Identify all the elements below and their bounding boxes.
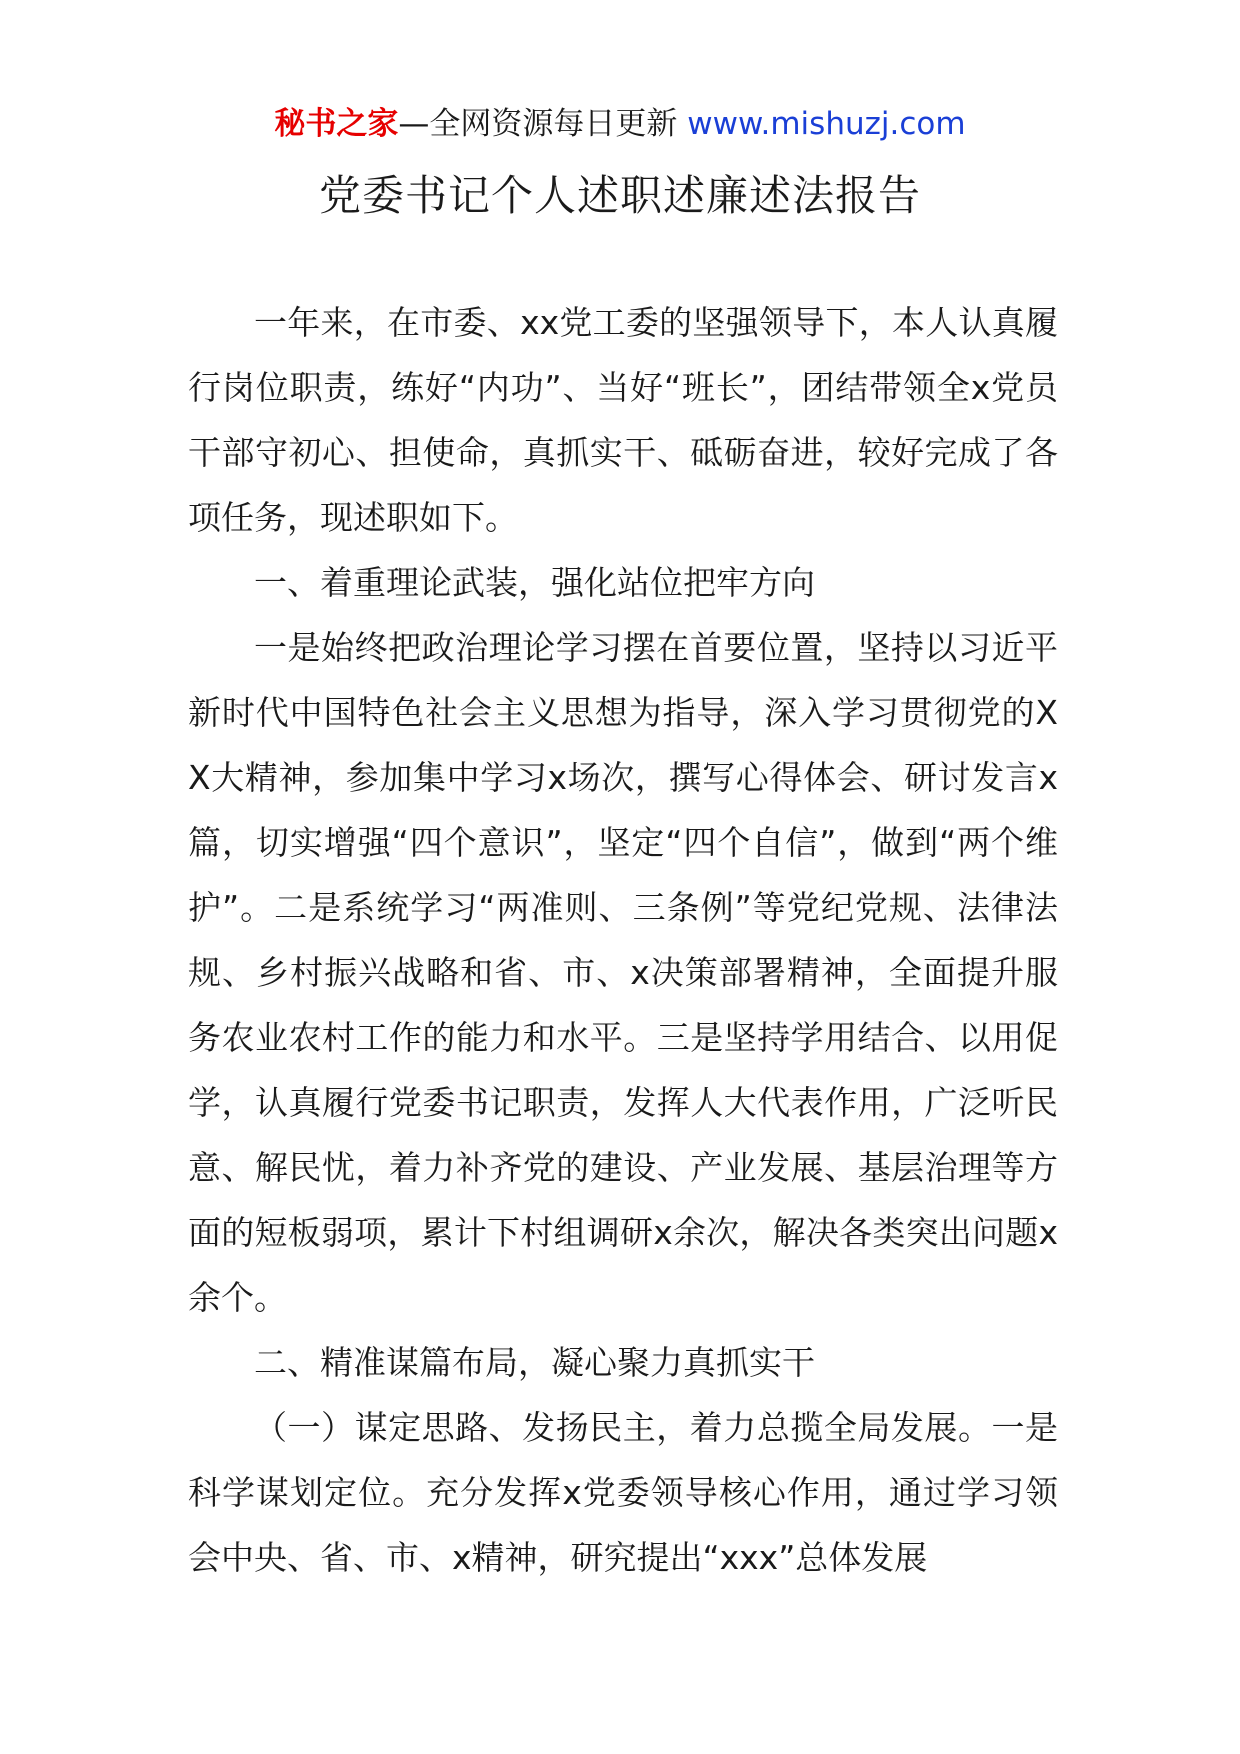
header-tagline: —全网资源每日更新: [398, 106, 678, 142]
intro-paragraph: 一年来，在市委、xx党工委的坚强领导下，本人认真履行岗位职责，练好“内功”、当好“班长”，团结带领全x党员干部守初心、担使命，真抓实干、砥砺奋进，较好完成了各项任务，现述职如下。: [188, 303, 1058, 537]
site-url-link[interactable]: www.mishuzj.com: [687, 106, 966, 142]
section-heading-2: 二、精准谋篇布局，凝心聚力真抓实干: [254, 1343, 815, 1382]
site-header: [0, 102, 1240, 146]
brand-name: 秘书之家: [274, 106, 399, 142]
document-body: [188, 290, 1058, 1590]
document-title: 党委书记个人述职述廉述法报告: [318, 171, 921, 220]
section-2-paragraph: （一）谋定思路、发扬民主，着力总揽全局发展。一是科学谋划定位。充分发挥x党委领导核心作用，通过学习领会中央、省、市、x精神，研究提出“xxx”总体发展: [188, 1408, 1058, 1577]
section-heading-1: 一、着重理论武装，强化站位把牢方向: [254, 563, 815, 602]
section-1-paragraph: 一是始终把政治理论学习摆在首要位置，坚持以习近平新时代中国特色社会主义思想为指导，深入学习贯彻党的XX大精神，参加集中学习x场次，撰写心得体会、研讨发言x篇，切实增强“四个意识”，坚定“四个自信”，做到“两个维护”。二是系统学习“两准则、三条例”等党纪党规、法律法规、乡村振兴战略和省、市、x决策部署精神，全面提升服务农业农村工作的能力和水平。三是坚持学用结合、以用促学，认真履行党委书记职责，发挥人大代表作用，广泛听民意、解民忧，着力补齐党的建设、产业发展、基层治理等方面的短板弱项，累计下村组调研x余次，解决各类突出问题x余个。: [188, 628, 1058, 1317]
